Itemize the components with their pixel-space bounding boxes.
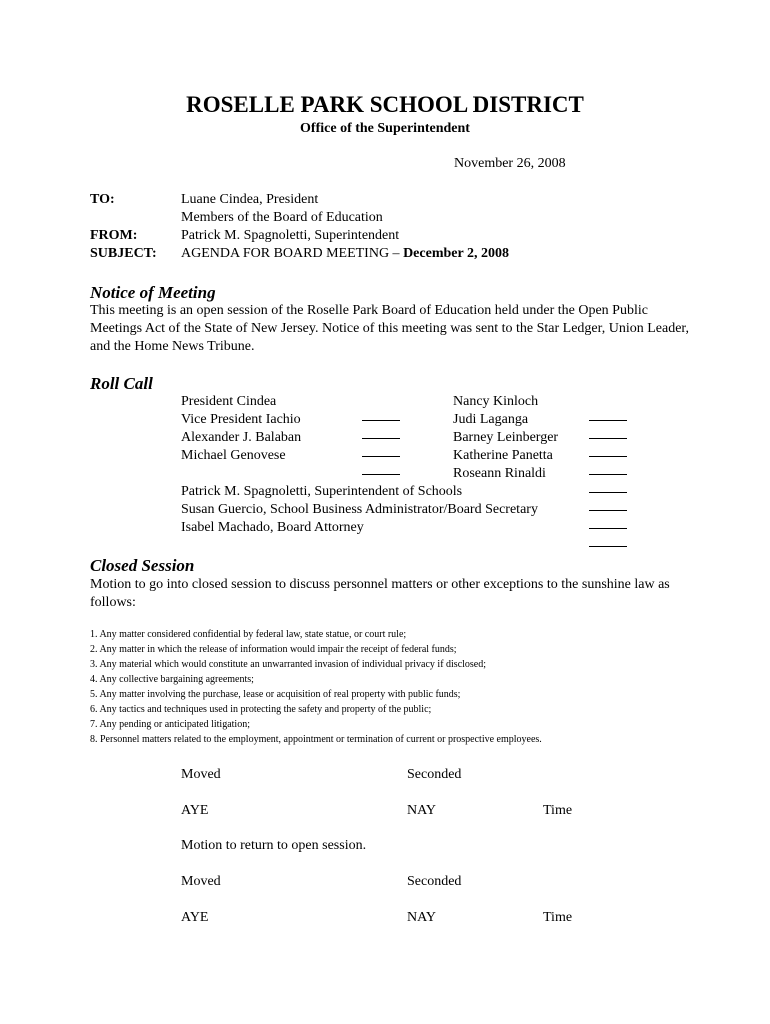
subject-text: AGENDA FOR BOARD MEETING –: [181, 246, 404, 261]
list-item: 8. Personnel matters related to the employment, appointment or termination of current or prospective employees.: [90, 734, 542, 745]
roll-member: President Cindea: [181, 394, 277, 409]
office-subtitle: Office of the Superintendent: [300, 121, 470, 136]
attendance-blank: [589, 462, 627, 480]
roll-member: Alexander J. Balaban: [181, 430, 302, 445]
moved-label: Moved: [181, 767, 221, 782]
attendance-blank: [589, 516, 627, 534]
roll-member: Judi Laganga: [453, 412, 529, 427]
to-recipient-1: Luane Cindea, President: [181, 192, 319, 207]
list-item: 6. Any tactics and techniques used in protecting the safety and property of the public;: [90, 704, 432, 715]
subject-label: SUBJECT:: [90, 246, 157, 261]
memo-date: November 26, 2008: [454, 156, 566, 171]
time-label: Time: [543, 910, 573, 925]
subject-value: [181, 246, 509, 262]
attendance-blank: [362, 426, 400, 444]
attendance-blank: [589, 498, 627, 516]
aye-label: AYE: [181, 803, 209, 818]
subject-date: December 2, 2008: [403, 246, 509, 261]
list-item: 5. Any matter involving the purchase, lease or acquisition of real property with public funds;: [90, 689, 461, 700]
list-item: 7. Any pending or anticipated litigation;: [90, 719, 250, 730]
moved-label: Moved: [181, 874, 221, 889]
nay-label: NAY: [407, 910, 437, 925]
from-label: FROM:: [90, 228, 138, 243]
attendance-blank: [362, 462, 400, 480]
roll-member: Vice President Iachio: [181, 412, 301, 427]
closed-session-heading: Closed Session: [90, 556, 195, 575]
list-item: 2. Any matter in which the release of information would impair the receipt of federal funds;: [90, 644, 457, 655]
roll-member: Barney Leinberger: [453, 430, 559, 445]
nay-label: NAY: [407, 803, 437, 818]
roll-member: Roseann Rinaldi: [453, 466, 546, 481]
aye-label: AYE: [181, 910, 209, 925]
attendance-blank: [589, 534, 627, 552]
attendance-blank: [362, 444, 400, 462]
list-item: 3. Any material which would constitute an unwarranted invasion of individual privacy if disclosed;: [90, 659, 487, 670]
roll-member: Katherine Panetta: [453, 448, 553, 463]
closed-session-text: Motion to go into closed session to discuss personnel matters or other exceptions to the sunshine law as follows:: [90, 577, 670, 610]
list-item: 4. Any collective bargaining agreements;: [90, 674, 254, 685]
list-item: 1. Any matter considered confidential by federal law, state statue, or court rule;: [90, 629, 407, 640]
attendance-blank: [362, 408, 400, 426]
notice-text: This meeting is an open session of the Roselle Park Board of Education held under the Open Public Meetings Act of the State of New Jersey. Notice of this meeting was sent to the Star Ledger, Union Leader, and the Home News Tribune.: [90, 303, 690, 354]
attendance-blank: [589, 408, 627, 426]
roll-staff: Isabel Machado, Board Attorney: [181, 520, 364, 535]
seconded-label: Seconded: [407, 767, 462, 782]
roll-member: Michael Genovese: [181, 448, 286, 463]
from-value: Patrick M. Spagnoletti, Superintendent: [181, 228, 400, 243]
return-motion: Motion to return to open session.: [181, 838, 367, 853]
roll-staff: Susan Guercio, School Business Administrator/Board Secretary: [181, 502, 538, 517]
attendance-blank: [589, 480, 627, 498]
time-label: Time: [543, 803, 573, 818]
attendance-blank: [589, 444, 627, 462]
roll-member: Nancy Kinloch: [453, 394, 539, 409]
attendance-blank: [589, 426, 627, 444]
roll-call-heading: Roll Call: [90, 374, 153, 393]
to-label: TO:: [90, 192, 115, 207]
notice-heading: Notice of Meeting: [90, 283, 216, 302]
to-recipient-2: Members of the Board of Education: [181, 210, 383, 225]
district-title: ROSELLE PARK SCHOOL DISTRICT: [186, 92, 584, 117]
exceptions-list: [90, 627, 542, 747]
roll-staff: Patrick M. Spagnoletti, Superintendent of Schools: [181, 484, 463, 499]
seconded-label: Seconded: [407, 874, 462, 889]
